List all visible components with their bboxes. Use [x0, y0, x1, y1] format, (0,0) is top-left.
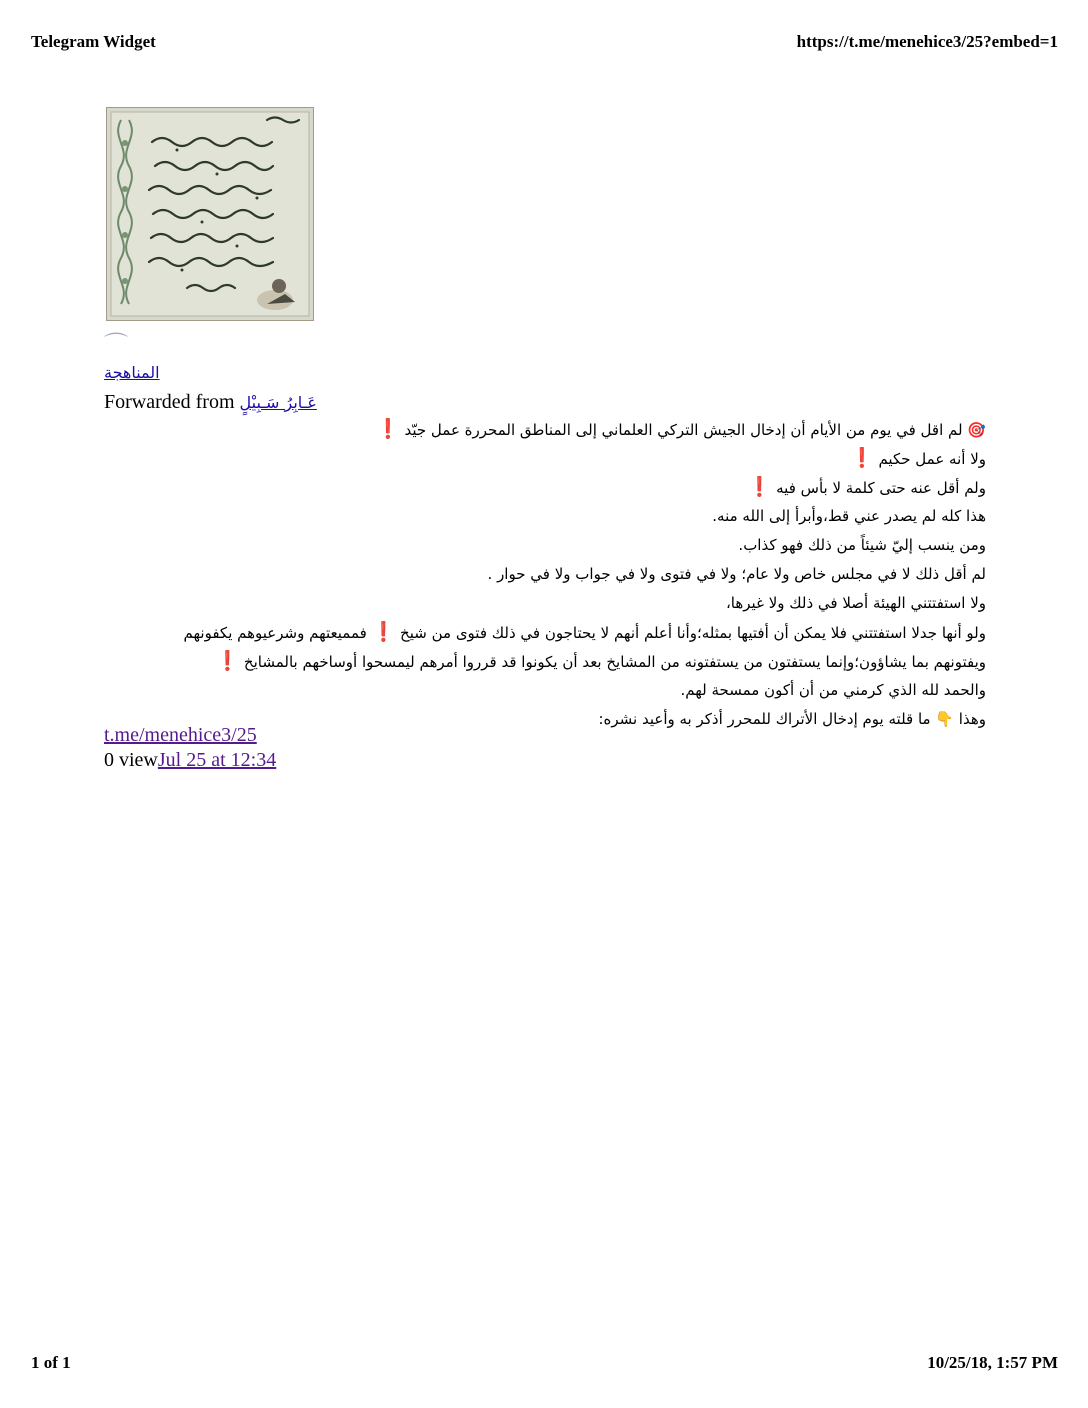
view-count: 0 view: [104, 749, 158, 771]
calligraphy-poem-image: [107, 108, 313, 320]
print-footer-page: 1 of 1: [31, 1353, 71, 1372]
forwarded-source-link[interactable]: عَـابِرُ سَـبِيْلٍ: [239, 393, 317, 412]
post-date-link[interactable]: Jul 25 at 12:34: [157, 749, 277, 771]
post-url-link[interactable]: t.me/menehice3/25: [104, 724, 257, 746]
print-header-url: https://t.me/menehice3/25?embed=1: [796, 32, 1058, 51]
message-line: هذا كله لم يصدر عني قط،وأبرأ إلى الله منه.: [712, 507, 986, 525]
message-line: ولو أنها جدلا استفتتني فلا يمكن أن أفتيها بمثله؛وأنا أعلم أنهم لا يحتاجون في ذلك فتوى من شيخ ❗ فمميعتهم وشرعيوهم يكفونهم: [183, 621, 986, 643]
message-line: 🎯 لم اقل في يوم من الأيام أن إدخال الجيش التركي العلماني إلى المناطق المحررة عمل جيّد ❗: [376, 418, 986, 440]
post-meta: [104, 749, 276, 772]
message-line: وهذا 👇 ما قلته يوم إدخال الأتراك للمحرر أذكر به وأعيد نشره:: [598, 710, 986, 728]
message-line: ولا استفتتني الهيئة أصلا في ذلك ولا غيرها،: [725, 594, 986, 612]
message-line: لم أقل ذلك لا في مجلس خاص ولا عام؛ ولا في فتوى ولا في جواب ولا في حوار .: [487, 565, 986, 583]
print-header-title: Telegram Widget: [31, 32, 156, 51]
message-line: ولم أقل عنه حتى كلمة لا بأس فيه ❗: [747, 476, 986, 498]
channel-name[interactable]: [104, 363, 160, 382]
forwarded-label: Forwarded from: [104, 391, 235, 413]
message-line: ومن ينسب إليّ شيئاً من ذلك فهو كذاب.: [738, 536, 986, 554]
message-text: [110, 415, 986, 734]
post-link[interactable]: [104, 724, 257, 747]
message-line: ولا أنه عمل حكيم ❗: [850, 447, 986, 469]
reply-arc-icon: ⌒: [104, 331, 128, 359]
forwarded-from: [104, 391, 317, 414]
message-line: والحمد لله الذي كرمني من أن أكون ممسحة لهم.: [680, 681, 986, 699]
post-photo[interactable]: [106, 107, 314, 321]
channel-link[interactable]: المناهجة: [104, 363, 160, 382]
print-footer-datetime: 10/25/18, 1:57 PM: [927, 1353, 1058, 1372]
message-line: ويفتونهم بما يشاؤون؛وإنما يستفتون من يستفتونه من المشايخ بعد أن يكونوا قد قرروا أمرهم ليمسحوا أوساخهم بالمشايخ ❗: [215, 650, 986, 672]
